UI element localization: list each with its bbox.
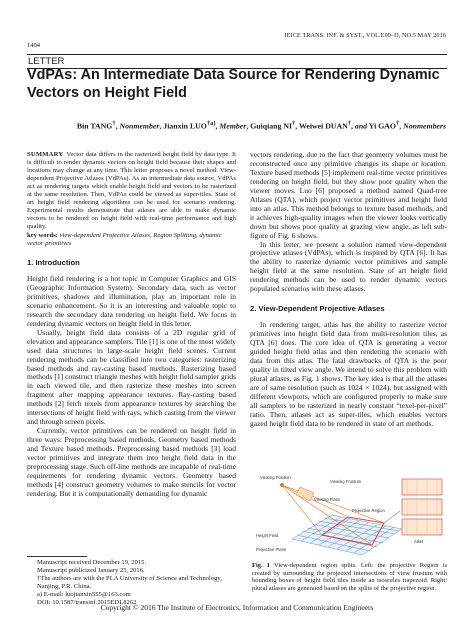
viewing-plane xyxy=(296,487,314,501)
author-name: Jianxin LUO xyxy=(163,121,207,131)
paragraph: In this letter, we present a solution named view-dependent projective atlases (VdPAs), which is inspired by QTA [6]. It has the ability to rasterize dynamic vector primitives and sample height field at the same resolution. State of art height field rendering methods can be used to render dynamic vectors populated scenarios with these atlases. xyxy=(250,239,447,294)
label-height-field: Height Field xyxy=(256,533,279,538)
copyright-line: Copyright © 2016 The Institute of Electronics, Information and Communication Engineers xyxy=(100,603,374,612)
author-mark: † xyxy=(112,120,116,127)
author-line: Bin TANG†, Nonmember, Jianxin LUO$^{\dagger a)}$, Member, Guiqiang NI†, Weiwei DUAN†, and Yi GAO†, Nonmembers xyxy=(76,120,446,131)
keywords-label: key words: xyxy=(27,232,58,239)
author-name: Bin TANG xyxy=(76,121,113,131)
paper-title: VdPAs: An Intermediate Data Source for Rendering Dynamic Vectors on Height Field xyxy=(27,67,440,101)
summary xyxy=(27,151,236,231)
paragraph: Usually, height field data consists of a 2D regular grid of elevation and appearance samplers. Tile [1] is one of the most widely used data structures in large-scale height field scenes. Current rendering methods can be classified into two categories: rasterizing based methods and ray-casting based methods. Rasterizing based methods [1] construct triangle meshes with height field sampler grids in each viewed tile, and then rasterize these meshes into screen fragment after mapping appearance textures. Ray-casting based methods [2] fetch texels from appearance textures by searching the intersections of height field with rays, which casting from the viewer and through screen pixels. xyxy=(27,327,236,427)
footnote: Manuscript received December 19, 2015. xyxy=(37,559,147,566)
author-conjunction: and xyxy=(354,121,368,131)
footnotes xyxy=(27,556,236,607)
paragraph: Height field rendering is a hot topic in Computer Graphics and GIS (Geographic Information System). Secondary data, such as vector primitives, shadows and illumination, play an important role in scenario enhancement. So it is an interesting and valuable topic to research the secondary data rendering on height field. We focus in rendering dynamic vectors on height field in this letter. xyxy=(27,274,236,328)
footnote: Manuscript publicized January 25, 2016. xyxy=(37,567,145,574)
figure-1-diagram xyxy=(252,471,447,559)
author-mark: † xyxy=(347,120,352,127)
top-rule xyxy=(27,54,447,55)
author-role: Nonmember xyxy=(119,121,160,131)
author-name: Yi GAO xyxy=(368,121,396,131)
region-to-atlas-arrow xyxy=(384,511,400,523)
atlas-panels xyxy=(402,479,442,535)
label-atlas: Atlas xyxy=(414,539,424,544)
figure-caption-text: View-dependent region splits. Left: the projective Region is created by surrounding the projected intersections of view frustum with bounding boxes of height field tiles inside an isosceles trapezoid. Right: plural atlases are generated based on the splits of the projective region. xyxy=(252,562,447,592)
author-mark: †a) xyxy=(206,120,216,127)
footnote: †The authors are with the PLA University of Science and Technology, Nanjing, P.R. China. xyxy=(37,575,222,590)
journal-header: IEICE TRANS. INF. & SYST., VOL.E99–D, NO.5 MAY 2016 xyxy=(284,32,446,39)
author-role: Nonmembers xyxy=(403,121,446,131)
left-column xyxy=(27,151,236,499)
section-heading: 2. View-Dependent Projective Atlases xyxy=(250,304,385,314)
label-viewing-frustum: Viewing Frustum xyxy=(330,479,362,484)
summary-text: Vector data differs in the rasterized height field by data type. It is difficult to render dynamic vectors on height field because their shapes and locations may change at any time. This letter proposes a novel method: View-dependent Projective Atlases (VdPAs). As an intermediate data source, VdPAs act as rendering targets which enable height field and vectors to be rasterized at the same resolution. Then, VdPAs could be viewed as super-tiles. State of art height field rendering algorithms can be used for scenario rendering. Experimental results demonstrate that atlases are able to make dynamic vectors to be rendered on height field with real-time performance and high quality. xyxy=(27,151,236,230)
label-projective-region: Projective Region xyxy=(352,508,385,513)
label-projective-plane: Projective Plane xyxy=(256,547,287,552)
figure-caption xyxy=(252,562,447,592)
footnote: a) E-mail: luojianxin555@163.com xyxy=(37,591,131,598)
letter-label: LETTER xyxy=(28,56,65,67)
section-heading: 1. Introduction xyxy=(27,258,80,267)
summary-label: SUMMARY xyxy=(27,151,64,158)
figure-label: Fig. 1 xyxy=(252,562,271,569)
right-column xyxy=(250,151,447,429)
label-viewing-plane: Viewing Plane xyxy=(314,497,341,502)
author-name: Weiwei DUAN xyxy=(299,121,348,131)
keywords xyxy=(27,232,236,248)
footnote: DOI: 10.1587/transinf.2015EDL8262 xyxy=(37,599,137,606)
paragraph: Currently, vector primitives can be rendered on height field in three ways: Preprocessing based methods, Geometry based methods and Texture based methods. Preprocessing based methods [3] load vector primitives and integrate them into height field data in the preprocessing stage. Such off-line methods are incapable of real-time requirements for rendering dynamic vectors. Geometry based methods [4] construct geometry volumes to make stencils for vector rendering. But it is computationally demanding for dynamic xyxy=(27,426,236,498)
keywords-text: view-dependent Projective Atlases, Region Splitting, dynamic vector primitives xyxy=(27,232,222,247)
author-mark: † xyxy=(395,120,400,127)
label-viewing-position: Viewing Position xyxy=(260,475,291,480)
author-mark: † xyxy=(292,120,296,127)
author-role: Member xyxy=(219,121,247,131)
viewing-position-marker xyxy=(280,483,284,487)
author-name: Guiqiang NI xyxy=(250,121,293,131)
footnote-rule xyxy=(27,556,87,557)
paragraph: vectors rendering, due to the fact that geometry volumes must be reconstructed once any primitive changes its shape or location. Texture based methods [5] implement real-time vector primitives rendering on height field, but they show poor quality when the viewer moves. Luo [6] proposed a method named Quad-tree Atlases (QTA), which project vector primitives and height field into an atlas. This method belongs to texture based methods, and it achieves high-quality images when the viewer looks vertically down but shows poor quality at grazing view angle, as left sub-figure of Fig. 6 shows. xyxy=(250,150,447,240)
paragraph: In rendering target, atlas has the ability to rasterize vector primitives into height field data from multi-resolution tiles, as QTA [6] does. The core idea of QTA is generating a vector guided height field atlas and then rendering the scenario with data from this atlas. The fatal drawbacks of QTA is the poor quality in tilted view angle. We intend to solve this problem with plural atlases, as Fig. 1 shows. The key idea is that all the atlases are of same resolution (such as 1024 × 1024), but assigned with different viewports, which are configured properly to make sure all samplers to be rasterized in nearly constant “texel-per-pixel” ratio. Then, atlases act as super-tiles, which enables vectors gazed height field data to be rendered in state of art methods. xyxy=(250,320,447,428)
page-number: 1404 xyxy=(27,42,40,49)
height-field-grid xyxy=(292,515,402,555)
